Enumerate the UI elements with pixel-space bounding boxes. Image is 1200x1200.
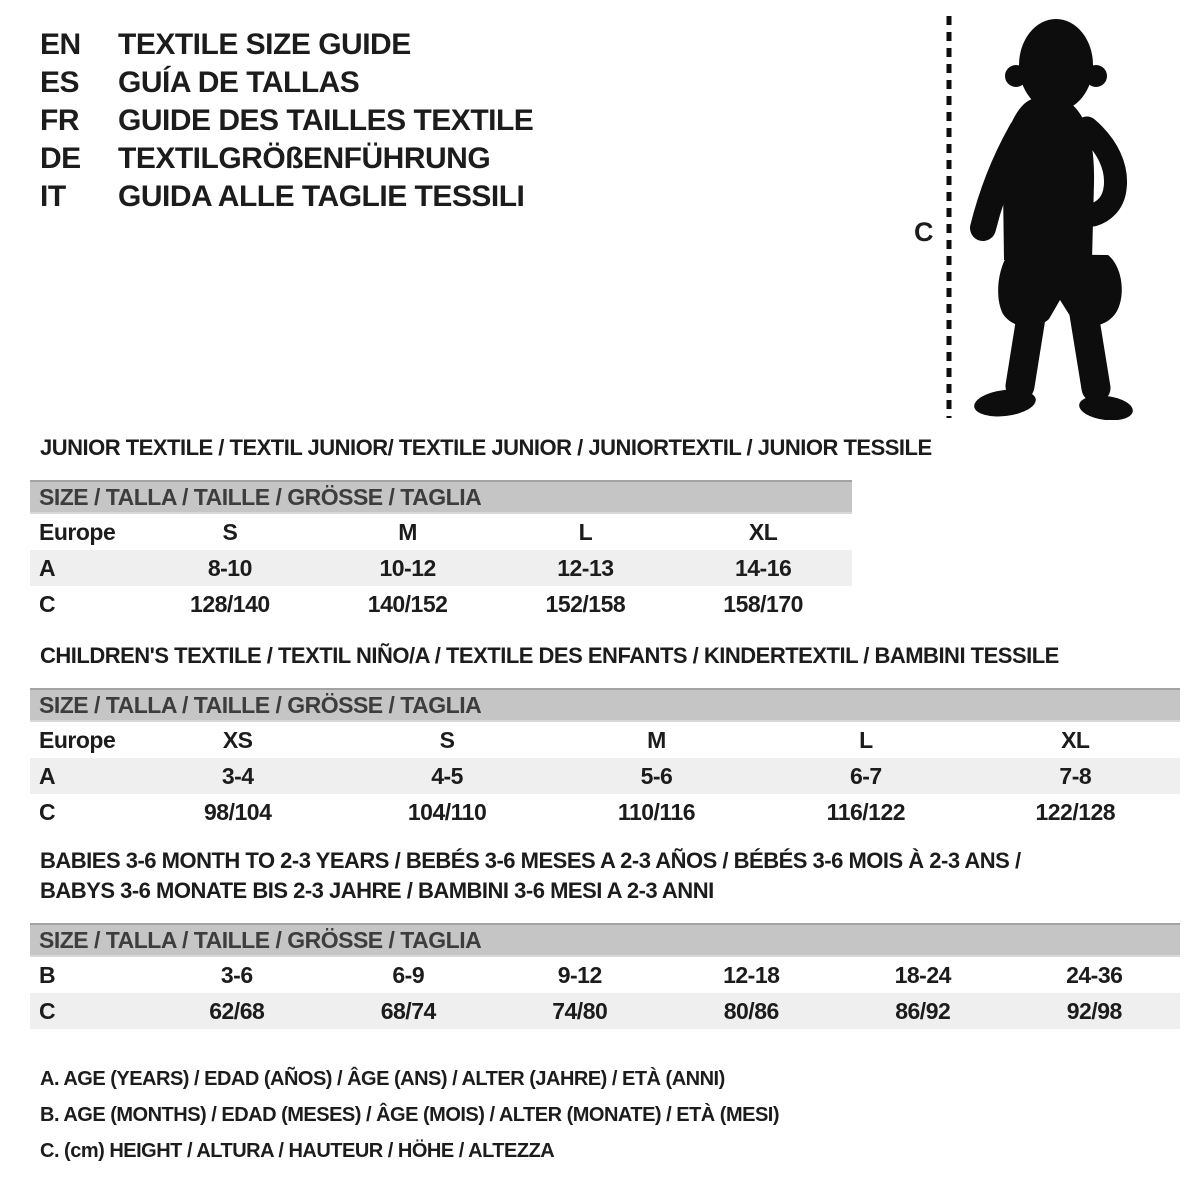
row-label: C: [39, 798, 56, 825]
cell: 98/104: [204, 798, 272, 825]
language-row: [40, 140, 533, 178]
height-dashed-line: [944, 14, 954, 420]
footnotes: [40, 1068, 779, 1176]
language-row: [40, 64, 533, 102]
cell: 74/80: [494, 993, 666, 1029]
size-section-junior: [30, 433, 932, 622]
table-row: [30, 993, 1180, 1029]
size-section-babies: [30, 846, 1180, 1029]
row-label: A: [30, 550, 141, 586]
cell: 152/158: [545, 590, 626, 617]
language-title: GUIDA ALLE TAGLIE TESSILI: [118, 180, 525, 213]
table-row: [30, 586, 852, 622]
cell: 128/140: [190, 590, 270, 617]
size-header-bar: SIZE / TALLA / TAILLE / GRÖSSE / TAGLIA: [30, 480, 852, 514]
language-title: GUIDE DES TAILLES TEXTILE: [118, 104, 534, 137]
size-table: [30, 957, 1180, 1029]
size-table: [30, 514, 852, 622]
language-code: EN: [40, 28, 81, 61]
cell: 6-9: [392, 961, 425, 988]
section-title: BABIES 3-6 MONTH TO 2-3 YEARS / BEBÉS 3-6 MESES A 2-3 AÑOS / BÉBÉS 3-6 MOIS À 2-3 ANS /: [40, 848, 1021, 873]
cell: 5-6: [552, 758, 761, 794]
cell: 6-7: [761, 758, 970, 794]
cell: 3-6: [220, 961, 253, 988]
cell: S: [222, 518, 238, 545]
cell: XL: [1061, 726, 1090, 753]
cell: 110/116: [617, 798, 696, 825]
size-header-bar: SIZE / TALLA / TAILLE / GRÖSSE / TAGLIA: [30, 688, 1180, 722]
footnote: A. AGE (YEARS) / EDAD (AÑOS) / ÂGE (ANS) / ALTER (JAHRE) / ETÀ (ANNI): [40, 1068, 725, 1090]
cell: 9-12: [557, 961, 602, 988]
cell: 140/152: [367, 590, 448, 617]
table-row: [30, 514, 852, 550]
cell: 18-24: [894, 961, 951, 988]
cell: 68/74: [323, 993, 495, 1029]
toddler-silhouette: [956, 8, 1146, 420]
row-label: Europe: [39, 726, 116, 753]
cell: 104/110: [407, 798, 487, 825]
language-row: [40, 102, 533, 140]
size-table: [30, 722, 1180, 830]
cell: 12-18: [723, 961, 780, 988]
table-row: [30, 722, 1180, 758]
cell: 62/68: [151, 993, 323, 1029]
row-label: Europe: [39, 518, 116, 545]
row-label: A: [30, 758, 133, 794]
language-code: DE: [40, 142, 81, 175]
cell: XL: [748, 518, 778, 545]
cell: 3-4: [133, 758, 342, 794]
size-header-bar: SIZE / TALLA / TAILLE / GRÖSSE / TAGLIA: [30, 923, 1180, 957]
language-title: GUÍA DE TALLAS: [118, 66, 360, 99]
cell: 8-10: [141, 550, 319, 586]
cell: 122/128: [1035, 798, 1116, 825]
table-row: [30, 758, 1180, 794]
language-title-list: [40, 26, 533, 216]
cell: M: [647, 726, 666, 753]
language-code: FR: [40, 104, 79, 137]
section-title: BABYS 3-6 MONATE BIS 2-3 JAHRE / BAMBINI 3-6 MESI A 2-3 ANNI: [40, 878, 714, 903]
row-label: B: [39, 961, 56, 988]
cell: M: [398, 518, 417, 545]
section-title: JUNIOR TEXTILE / TEXTIL JUNIOR/ TEXTILE JUNIOR / JUNIORTEXTIL / JUNIOR TESSILE: [40, 435, 932, 460]
cell: 12-13: [497, 550, 675, 586]
cell: 7-8: [971, 758, 1180, 794]
cell: L: [859, 726, 873, 753]
language-code: ES: [40, 66, 80, 99]
language-code: IT: [40, 180, 66, 213]
footnote: B. AGE (MONTHS) / EDAD (MESES) / ÂGE (MOIS) / ALTER (MONATE) / ETÀ (MESI): [40, 1104, 780, 1126]
table-row: [30, 957, 1180, 993]
cell: XS: [222, 726, 253, 753]
row-label: C: [30, 993, 151, 1029]
cell: L: [578, 518, 593, 545]
cell: 10-12: [319, 550, 497, 586]
cell: 4-5: [342, 758, 551, 794]
row-label: C: [39, 590, 56, 617]
cell: 24-36: [1066, 961, 1123, 988]
section-title: CHILDREN'S TEXTILE / TEXTIL NIÑO/A / TEXTILE DES ENFANTS / KINDERTEXTIL / BAMBINI TESSILE: [40, 643, 1059, 668]
cell: 158/170: [723, 590, 803, 617]
height-measure-label: C: [914, 217, 933, 247]
size-section-children: [30, 641, 1180, 830]
table-row: [30, 550, 852, 586]
cell: S: [439, 726, 455, 753]
language-row: [40, 26, 533, 64]
table-row: [30, 794, 1180, 830]
cell: 14-16: [674, 550, 852, 586]
cell: 92/98: [1009, 993, 1181, 1029]
cell: 80/86: [666, 993, 838, 1029]
footnote: C. (cm) HEIGHT / ALTURA / HAUTEUR / HÖHE / ALTEZZA: [40, 1140, 555, 1162]
cell: 86/92: [837, 993, 1009, 1029]
language-row: [40, 178, 533, 216]
cell: 116/122: [826, 798, 906, 825]
language-title: TEXTILGRÖßENFÜHRUNG: [118, 142, 491, 175]
language-title: TEXTILE SIZE GUIDE: [118, 28, 411, 61]
